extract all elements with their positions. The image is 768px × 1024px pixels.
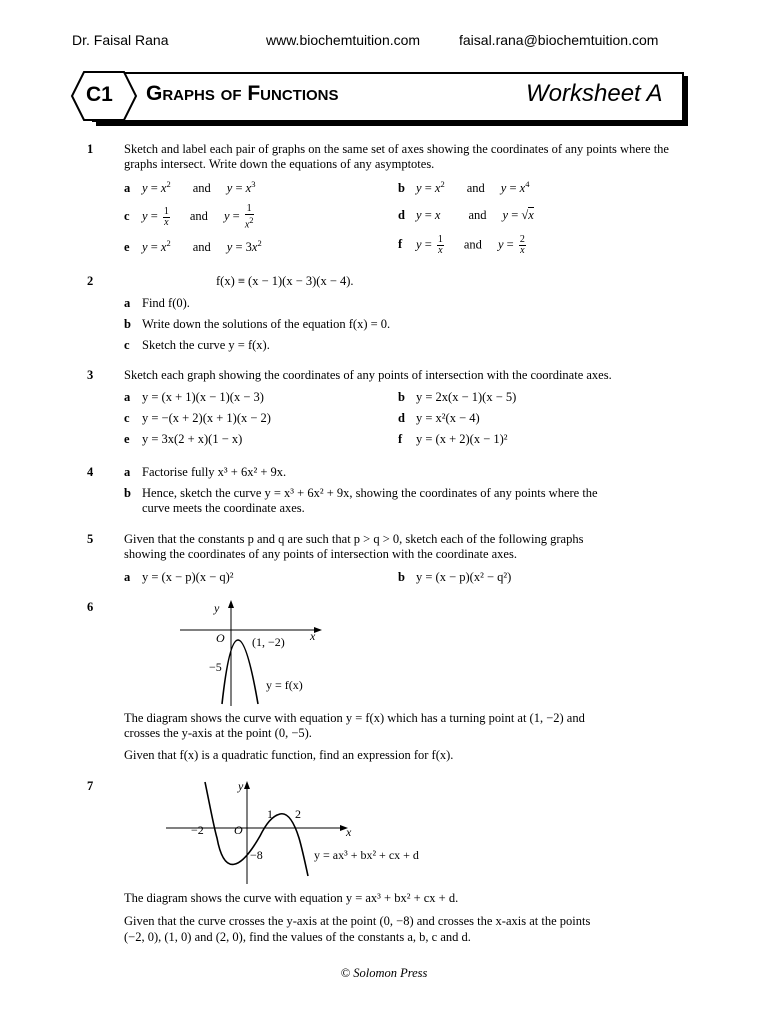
curve-label: y = ax³ + bx² + cx + d xyxy=(314,848,419,862)
q1-part-b: b $y = x^2$ and $y = x^4$ xyxy=(398,179,530,196)
turning-point-label: (1, −2) xyxy=(252,635,285,649)
q3-part-c: c y = −(x + 2)(x + 1)(x − 2) xyxy=(124,411,271,425)
q2-part-c-text: Sketch the curve y = f(x). xyxy=(142,338,270,352)
q4-part-b: b Hence, sketch the curve y = x³ + 6x² + 9x, showing the coordinates of any points where the xyxy=(124,486,598,500)
q4-part-a-text: Factorise fully x³ + 6x² + 9x. xyxy=(142,465,287,479)
q3-part-a-text: y = (x + 1)(x − 1)(x − 3) xyxy=(142,390,264,404)
question-number: 7 xyxy=(87,779,94,793)
q6-text-1: The diagram shows the curve with equation y = f(x) which has a turning point at (1, −2) and xyxy=(124,711,585,725)
origin-label: O xyxy=(234,823,243,837)
q1-part-e: e $y = x^2$ and $y = 3x^2$ xyxy=(124,238,262,255)
q5-text-1: Given that the constants p and q are such that p > q > 0, sketch each of the following graphs xyxy=(124,532,584,546)
question-number: 3 xyxy=(87,368,94,382)
q1-part-d: d y = x and y = √x xyxy=(398,208,534,222)
y-axis-label: y xyxy=(214,601,220,615)
q5-part-a-text: y = (x − p)(x − q)² xyxy=(142,570,234,584)
q1-part-a: a $y = x^2$ and $y = x^3$ xyxy=(124,179,256,196)
question-number: 5 xyxy=(87,532,94,546)
y-intercept-label: −8 xyxy=(250,848,263,862)
worksheet-label: Worksheet A xyxy=(526,80,663,107)
q6-text-2: crosses the y-axis at the point (0, −5). xyxy=(124,726,312,740)
x-axis-label: x xyxy=(310,629,316,643)
q4-part-b-cont: curve meets the coordinate axes. xyxy=(142,501,305,515)
page-title: Graphs of Functions xyxy=(146,82,339,105)
y-arrow-icon xyxy=(244,781,250,789)
q1-part-c: c y = $\frac{1}{x}$ and y = $\frac{1}{x^2}$ xyxy=(124,203,254,231)
q4-part-b-text: Hence, sketch the curve y = x³ + 6x² + 9x, showing the coordinates of any points where the xyxy=(142,486,598,500)
q7-text-3: (−2, 0), (1, 0) and (2, 0), find the values of the constants a, b, c and d. xyxy=(124,930,471,944)
author-name: Dr. Faisal Rana xyxy=(72,32,169,48)
q2-equation: f(x) ≡ (x − 1)(x − 3)(x − 4). xyxy=(216,274,354,288)
y-axis-label: y xyxy=(238,779,244,793)
question-number: 4 xyxy=(87,465,94,479)
q5-part-b: b y = (x − p)(x² − q²) xyxy=(398,570,512,584)
y-intercept-label: −5 xyxy=(209,660,222,674)
q2-part-b-text: Write down the solutions of the equation f(x) = 0. xyxy=(142,317,391,331)
question-number: 2 xyxy=(87,274,94,288)
email-link[interactable]: faisal.rana@biochemtuition.com xyxy=(459,32,659,48)
origin-label: O xyxy=(216,631,225,645)
q7-text-2: Given that the curve crosses the y-axis at the point (0, −8) and crosses the x-axis at the points xyxy=(124,914,591,928)
q3-part-e: e y = 3x(2 + x)(1 − x) xyxy=(124,432,243,446)
q5-text-2: showing the coordinates of any points of intersection with the coordinate axes. xyxy=(124,547,517,561)
q1-text: Sketch and label each pair of graphs on the same set of axes showing the coordinates of any points where the graphs intersect. Write down the equations of any asymptotes. xyxy=(124,142,669,171)
q2-part-a-text: Find f(0). xyxy=(142,296,190,310)
q6-text-3: Given that f(x) is a quadratic function, find an expression for f(x). xyxy=(124,748,454,762)
q4-part-a: a Factorise fully x³ + 6x² + 9x. xyxy=(124,465,287,479)
q3-part-b-text: y = 2x(x − 1)(x − 5) xyxy=(416,390,517,404)
unit-code: C1 xyxy=(86,83,113,106)
q3-part-e-text: y = 3x(2 + x)(1 − x) xyxy=(142,432,243,446)
q3-text: Sketch each graph showing the coordinates of any points of intersection with the coordinate axes. xyxy=(124,368,612,382)
q7-graph xyxy=(162,776,462,886)
parabola-curve xyxy=(222,640,258,704)
q6-graph xyxy=(176,596,336,708)
footer-copyright: © Solomon Press xyxy=(340,966,428,980)
q1-part-f: f y = $\frac{1}{x}$ and y = $\frac{2}{x}$ xyxy=(398,234,525,256)
q3-part-a: a y = (x + 1)(x − 1)(x − 3) xyxy=(124,390,264,404)
q3-part-b: b y = 2x(x − 1)(x − 5) xyxy=(398,390,517,404)
q3-part-c-text: y = −(x + 2)(x + 1)(x − 2) xyxy=(142,411,271,425)
q2-part-b: b Write down the solutions of the equation f(x) = 0. xyxy=(124,317,391,331)
q2-part-a: a Find f(0). xyxy=(124,296,190,310)
q5-part-a: a y = (x − p)(x − q)² xyxy=(124,570,234,584)
q2-part-c: c Sketch the curve y = f(x). xyxy=(124,338,270,352)
x-intercept-2-label: 2 xyxy=(295,807,301,821)
q7-text-1: The diagram shows the curve with equation y = ax³ + bx² + cx + d. xyxy=(124,891,459,905)
curve-label: y = f(x) xyxy=(266,678,303,692)
website-link[interactable]: www.biochemtuition.com xyxy=(266,32,421,48)
y-arrow-icon xyxy=(228,600,234,608)
question-number: 6 xyxy=(87,600,94,614)
question-number: 1 xyxy=(87,142,94,156)
x-intercept-neg2-label: −2 xyxy=(191,823,204,837)
x-axis-label: x xyxy=(346,825,352,839)
q3-part-d: d y = x²(x − 4) xyxy=(398,411,480,425)
x-intercept-1-label: 1 xyxy=(267,807,273,821)
q3-part-f: f y = (x + 2)(x − 1)² xyxy=(398,432,508,446)
q5-part-b-text: y = (x − p)(x² − q²) xyxy=(416,570,512,584)
q3-part-f-text: y = (x + 2)(x − 1)² xyxy=(416,432,508,446)
q3-part-d-text: y = x²(x − 4) xyxy=(416,411,480,425)
